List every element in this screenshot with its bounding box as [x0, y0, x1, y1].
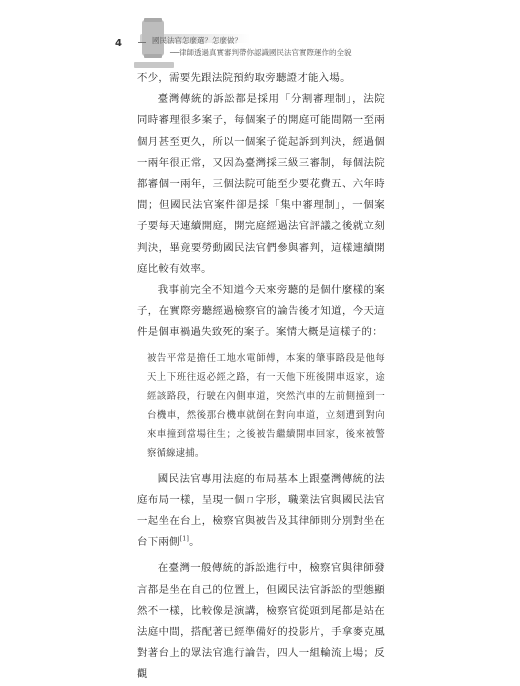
paragraph-4	[137, 469, 385, 554]
case-facts-quote: 被告平常是擔任工地水電師傅，本案的肇事路段是他每天上下班往返必經之路，有一天他下班後開車返家，途經該路段，行駛在內側車道，突然汽車的左前側撞到一台機車，然後那台機車就倒在對向車道，立刻遭到對向來車撞到當場往生；之後被告繼續開車回家，後來被警察循線逮捕。	[147, 352, 385, 459]
paragraph-4-end: 。	[189, 536, 200, 549]
paragraph-5: 在臺灣一般傳統的訴訟進行中，檢察官與律師發言都是坐在自己的位置上，但國民法官訴訟的型態顯然不一樣，比較像是演講，檢察官從頭到尾都是站在法庭中間，搭配著已經準備好的投影片，手拿麥克風對著台上的眾法官進行論告，四人一組輪流上場；反觀	[137, 562, 385, 681]
paragraph-1: 不少，需要先跟法院預約取旁聽證才能入場。	[137, 72, 351, 84]
page-number: 4	[115, 38, 122, 49]
book-subtitle: ──律師透過真實審判帶你認識國民法官實際運作的全貌	[170, 48, 352, 57]
body-text	[137, 68, 385, 686]
paragraph-2: 臺灣傳統的訴訟都是採用「分割審理制」，法院同時審理很多案子，每個案子的開庭可能間隔一至兩個月甚至更久，所以一個案子從起訴到判決，經過個一兩年很正常，又因為臺灣採三級三審制，每個法院都審個一兩年，三個法院可能至少要花費五、六年時間；但國民法官案件卻是採「集中審理制」，一個案子要每天連續開庭，開完庭經過法官評議之後就立刻判決，畢竟要勞動國民法官們參與審判，這樣連續開庭比較有效率。	[137, 93, 385, 275]
book-title: 國民法官怎麼選？怎麼做？	[152, 36, 242, 45]
paragraph-4-text: 國民法官專用法庭的布局基本上跟臺灣傳統的法庭布局一樣，呈現一個ㄇ字形，職業法官與國民法官一起坐在台上，檢察官與被告及其律師則分別對坐在台下兩側	[137, 472, 385, 549]
paragraph-3: 我事前完全不知道今天來旁聽的是個什麼樣的案子，在實際旁聽經過檢察官的論告後才知道，今天這件是個車禍過失致死的案子。案情大概是這樣子的：	[137, 284, 385, 339]
header-rule	[138, 42, 146, 43]
footnote-ref: [1]	[179, 535, 190, 543]
